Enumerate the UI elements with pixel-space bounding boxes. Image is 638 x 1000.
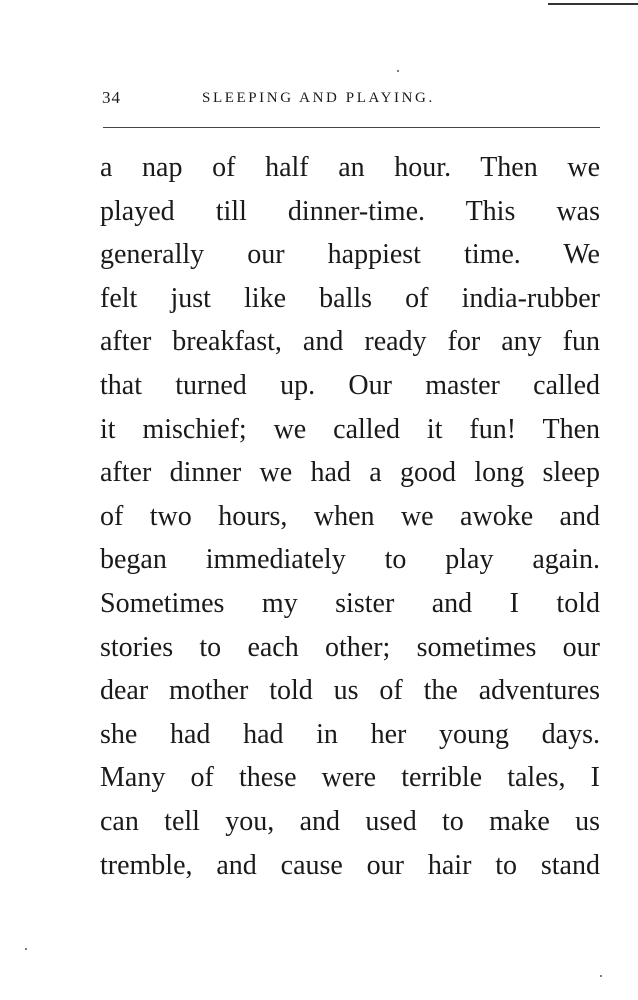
text-line: of two hours, when we awoke and — [100, 500, 600, 532]
scan-speck — [397, 70, 399, 72]
text-line: Sometimes my sister and I told — [100, 587, 600, 619]
text-line: generally our happiest time. We — [100, 239, 600, 271]
text-line: played till dinner-time. This was — [100, 195, 600, 227]
page-number: 34 — [102, 88, 121, 107]
text-line: can tell you, and used to make us — [100, 805, 600, 837]
text-line: after dinner we had a good long sleep — [100, 457, 600, 489]
text-line: stories to each other; sometimes our — [100, 631, 600, 663]
text-line: it mischief; we called it fun! Then — [100, 413, 600, 445]
text-line: dear mother told us of the adventures — [100, 675, 600, 707]
scan-speck — [600, 975, 602, 977]
scan-speck — [25, 948, 27, 950]
text-line: a nap of half an hour. Then we — [100, 152, 600, 183]
text-line: Many of these were terrible tales, I — [100, 762, 600, 794]
header-rule — [103, 127, 600, 128]
body-text — [100, 146, 600, 887]
text-line: she had had in her young days. — [100, 718, 600, 750]
text-line: began immediately to play again. — [100, 544, 600, 576]
text-line: felt just like balls of india-rubber — [100, 282, 600, 314]
page-header — [102, 86, 600, 116]
scan-edge-rule — [548, 3, 638, 5]
text-line: tremble, and cause our hair to stand — [100, 849, 600, 881]
text-line: after breakfast, and ready for any fun — [100, 326, 600, 358]
text-line: that turned up. Our master called — [100, 369, 600, 401]
running-head: SLEEPING AND PLAYING. — [202, 90, 435, 106]
